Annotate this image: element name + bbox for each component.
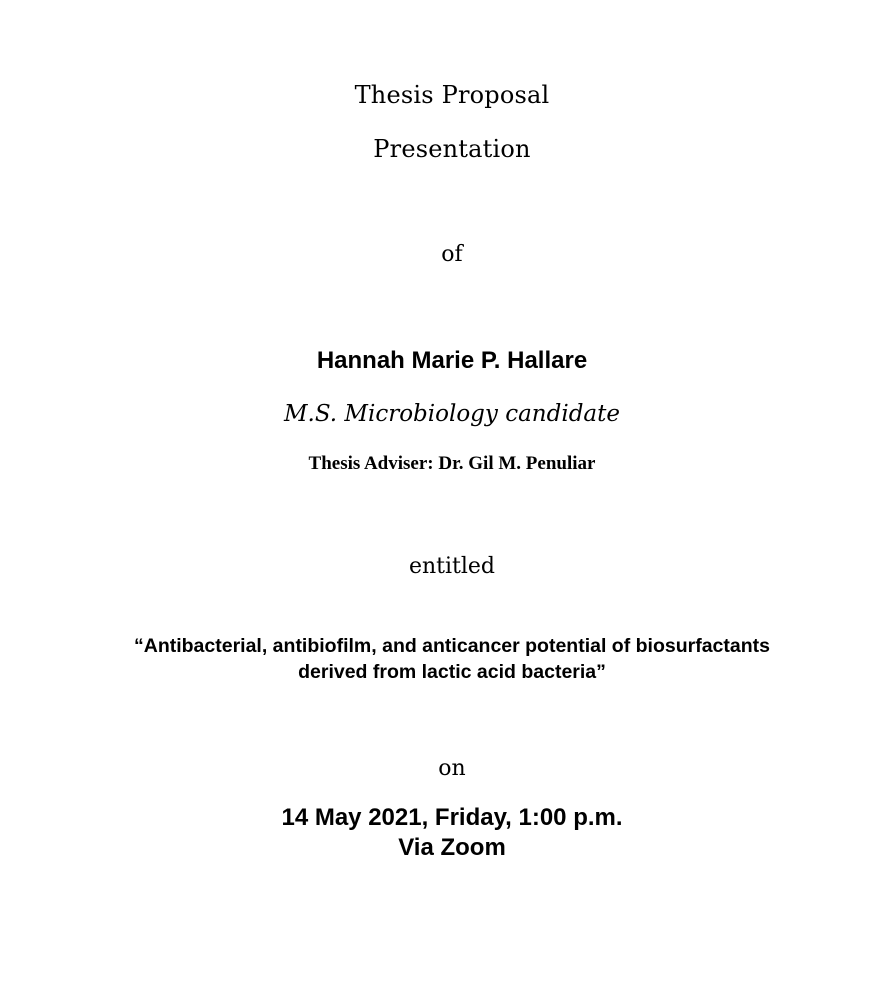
candidate-degree: M.S. Microbiology candidate (284, 401, 620, 427)
thesis-title-line-1: “Antibacterial, antibiofilm, and anticancer potential of biosurfactants (133, 635, 770, 657)
on-word: on (438, 756, 466, 781)
candidate-name: Hannah Marie P. Hallare (316, 347, 588, 374)
presentation-date: 14 May 2021, Friday, 1:00 p.m. (281, 804, 623, 831)
document-heading-line-1: Thesis Proposal (354, 81, 550, 109)
presentation-venue: Via Zoom (398, 834, 506, 861)
of-word: of (441, 242, 463, 267)
thesis-adviser: Thesis Adviser: Dr. Gil M. Penuliar (308, 453, 596, 474)
thesis-title-line-2: derived from lactic acid bacteria” (298, 661, 606, 683)
entitled-word: entitled (408, 554, 496, 579)
document-heading-line-2: Presentation (373, 135, 531, 163)
